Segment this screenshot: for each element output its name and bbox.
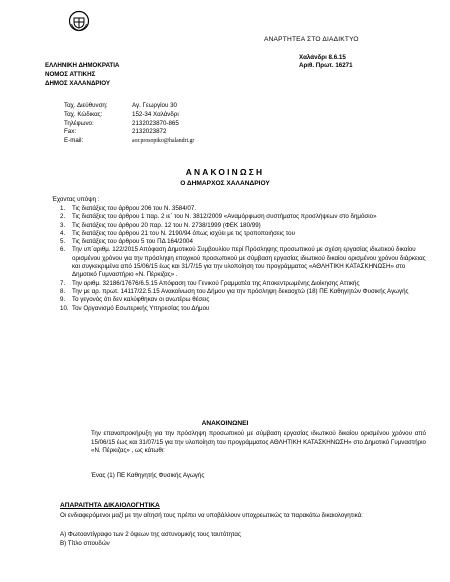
item-text: Τις διατάξεις του άρθρου 5 του ΠΔ 164/2004	[72, 238, 193, 246]
list-item	[60, 230, 428, 238]
issuing-authority	[45, 61, 119, 88]
item-number: 6.	[60, 246, 66, 254]
date-protocol	[299, 54, 353, 70]
list-item	[60, 296, 428, 304]
org-line-municipality: ΔΗΜΟΣ ΧΑΛΑΝΔΡΙΟΥ	[45, 80, 111, 87]
contact-value: 2132023870-865	[132, 119, 179, 127]
list-item	[60, 246, 428, 279]
contact-label: Ταχ. Κώδικας:	[64, 110, 103, 118]
document-subtitle: Ο ΔΗΜΑΡΧΟΣ ΧΑΛΑΝΔΡΙΟΥ	[180, 180, 270, 187]
item-number: 4.	[60, 229, 66, 237]
item-text: Τις διατάξεις του άρθρου 21 του Ν. 2190/94 όπως ισχύει με τις τροποποιήσεις του	[72, 229, 295, 237]
protocol-number: Αριθ. Πρωτ. 16271	[299, 62, 353, 69]
considerations-list	[60, 205, 428, 313]
requirements-heading: ΑΠΑΡΑΙΤΗΤΑ ΔΙΚΑΙΟΛΟΓΗΤΙΚΑ	[60, 502, 160, 509]
contact-label: Ταχ. Διεύθυνση:	[64, 102, 108, 109]
item-text: Την με αρ. πρωτ. 14117/22.5.15 Ανακοίνωση του Δήμου για την πρόσληψη δεκαοχτώ (18) ΠΕ Καθηγητών Φυσικής Αγωγής	[72, 287, 409, 295]
posting-notice: ΑΝΑΡΤΗΤΕΑ ΣΤΟ ΔΙΑΔΙΚΤΥΟ	[264, 36, 359, 43]
contact-label: E-mail:	[64, 137, 84, 145]
announce-paragraph: Την επαναπροκήρυξη για την πρόσληψη προσωπικού με σύμβαση εργασίας ιδιωτικού δικαίου ορισμένου χρόνου από 15/06/15 έως και 31/07/15 για την υλοποίηση του προγράμματος ΑΘΛΗΤΙΚΗ ΚΑΤΑΣΚΗΝΩΣΗ» στο Δημοτικό Γυμναστήριο «Ν. Πέρκιζας» , ως κάτωθι:	[91, 430, 426, 455]
item-number: 5.	[60, 238, 66, 246]
item-number: 3.	[60, 221, 66, 229]
item-text: Την αριθμ. 32186/17676/6.5.15 Απόφαση του Γενικού Γραμματέα της Αποκεντρωμένης Διοίκησης Αττικής	[72, 279, 360, 287]
list-item	[60, 280, 428, 288]
requirements-intro: Οι ενδιαφερόμενοι μαζί με την αίτησή τους πρέπει να υποβάλλουν υποχρεωτικώς τα παρακάτω δικαιολογητικά:	[60, 512, 363, 519]
contact-label: Τηλέφωνο:	[64, 119, 94, 127]
item-text: Τον Οργανισμό Εσωτερικής Υπηρεσίας του Δήμου	[72, 304, 210, 312]
position-line: Ένας (1) ΠΕ Καθηγητής Φυσικής Αγωγής	[91, 472, 205, 479]
contact-row	[64, 137, 194, 146]
list-item	[60, 288, 428, 296]
contact-label: Fax:	[64, 128, 77, 136]
item-text: Τις διατάξεις του άρθρου 206 του Ν. 3584/07.	[72, 205, 196, 212]
requirements-list	[60, 530, 241, 548]
item-number: 2.	[60, 213, 66, 221]
item-text: Την υπ΄αριθμ. 122/2015 Απόφαση Δημοτικού Συμβουλίου περί Πρόσληψης προσωπικού με σχέση εργασίας ιδιωτικού δικαίου ορισμένου χρόνου για την πρόσληψη εποχικού προσωπικού με σύμβαση εργασίας ιδιωτικού δικαίου ορισμένου χρόνου διάρκειας και συγκεκριμένα από 15/06/15 έως και 31/7/15 για την υλοποίηση του προγράμματος «ΑΘΛΗΤΙΚΗ ΚΑΤΑΣΚΗΝΩΣΗ» στο Δημοτικό Γυμναστήριο «Ν. Πέρκιζας» .	[72, 246, 426, 279]
list-item	[60, 222, 428, 230]
greek-emblem-icon	[68, 10, 90, 32]
item-number: 10.	[60, 304, 69, 312]
item-number: 8.	[60, 287, 66, 295]
contact-row	[64, 111, 194, 120]
list-item	[60, 205, 428, 213]
list-item	[60, 238, 428, 246]
item-number: 9.	[60, 296, 66, 304]
considering-label: Έχοντας υπόψη :	[52, 196, 100, 203]
requirement-item: Β) Τίτλο σπουδών	[60, 540, 110, 547]
item-number: 1.	[60, 205, 66, 212]
email-link[interactable]: aor.prosopiko@halandri.gr	[132, 138, 195, 145]
contact-value: Αγ. Γεωργίου 30	[132, 102, 177, 109]
item-text: Τις διατάξεις του άρθρου 20 παρ. 12 του Ν. 2738/1999 (ΦΕΚ 180/99)	[72, 221, 261, 229]
document-title: ΑΝΑΚΟΙΝΩΣΗ	[185, 167, 265, 177]
org-line-prefecture: ΝΟΜΟΣ ΑΤΤΙΚΗΣ	[45, 71, 96, 78]
contact-row	[64, 128, 194, 137]
contact-row	[64, 120, 194, 129]
item-text: Τις διατάξεις του άρθρου 1 παρ. 2 ιε΄ του Ν. 3812/2009 «Αναμόρφωση συστήματος προσλήψεων στο δημόσιο»	[72, 213, 377, 221]
contact-block	[64, 102, 194, 146]
list-item	[60, 305, 428, 313]
contact-value: 152-34 Χαλάνδρι	[132, 110, 179, 118]
announce-heading: ΑΝΑΚΟΙΝΩΝΕΙ	[201, 420, 249, 427]
contact-value: 2132023872	[132, 128, 167, 136]
contact-row	[64, 102, 194, 111]
place-date: Χαλάνδρι 8.6.15	[299, 54, 346, 61]
requirement-item: Α) Φωτοαντίγραφο των 2 όψεων της αστυνομικής τους ταυτότητας	[60, 531, 241, 538]
list-item	[60, 213, 428, 221]
org-line-state: ΕΛΛΗΝΙΚΗ ΔΗΜΟΚΡΑΤΙΑ	[45, 62, 120, 69]
item-number: 7.	[60, 279, 66, 287]
item-text: Το γεγονός ότι δεν καλύφθηκαν οι ανωτέρω θέσεις	[72, 296, 210, 304]
